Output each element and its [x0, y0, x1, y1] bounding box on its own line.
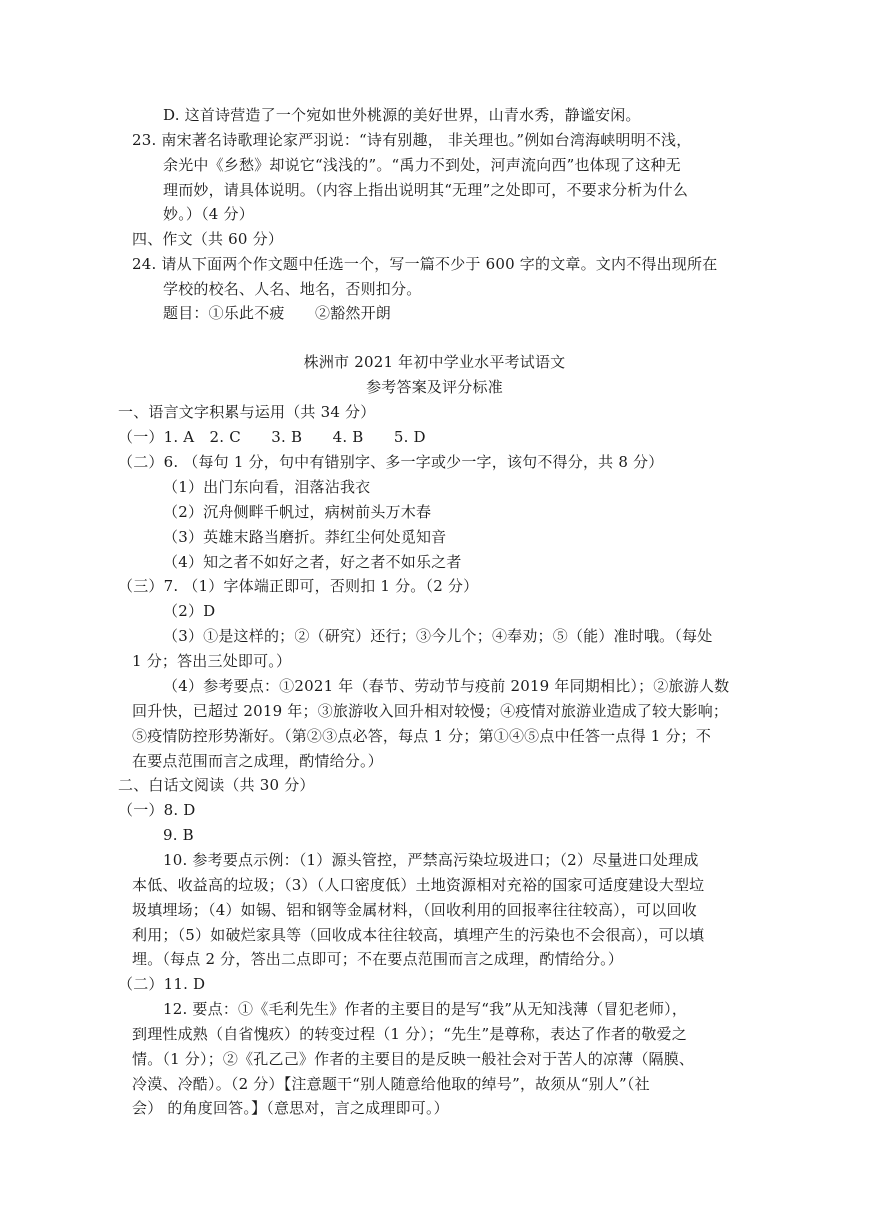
answer-line: 10. 参考要点示例：（1）源头管控，严禁高污染垃圾进口；（2）尽量进口处理成: [163, 851, 699, 869]
q24-line-1: 24. 请从下面两个作文题中任选一个，写一篇不少于 600 字的文章。文内不得出现所在: [132, 255, 718, 273]
answer-line: 9. B: [163, 826, 194, 844]
answer-line: 在要点范围而言之成理，酌情给分。）: [132, 752, 383, 770]
q24-topics: 题目：①乐此不疲 ②豁然开朗: [163, 304, 392, 322]
answer-line: （4）知之者不如好之者，好之者不如乐之者: [163, 553, 462, 571]
answer-line: （4）参考要点：①2021 年（春节、劳动节与疫前 2019 年同期相比）；②旅游人数: [163, 677, 730, 695]
answer-line: （2）D: [163, 602, 216, 620]
answer-key-title: 株洲市 2021 年初中学业水平考试语文: [303, 353, 566, 371]
q24-line-2: 学校的校名、人名、地名，否则扣分。: [163, 280, 422, 298]
answer-line: 会） 的角度回答。】（意思对，言之成理即可。）: [132, 1099, 449, 1117]
answer-line: ⑤疫情防控形势渐好。（第②③点必答，每点 1 分；第①④⑤点中任答一点得 1 分；不: [132, 727, 712, 745]
answer-line: 本低、收益高的垃圾；（3）（人口密度低）土地资源相对充裕的国家可适度建设大型垃: [132, 876, 705, 894]
q23-line-3: 理而妙，请具体说明。（内容上指出说明其“无理”之处即可，不要求分析为什么: [163, 181, 689, 199]
answer-line: 埋。（每点 2 分，答出二点即可；不在要点范围而言之成理，酌情给分。）: [132, 950, 624, 968]
answer-line: （3）英雄末路当磨折。莽红尘何处觅知音: [163, 528, 447, 546]
answer-line: 到理性成熟（自省愧疚）的转变过程（1 分）；“先生”是尊称，表达了作者的敬爱之: [132, 1025, 687, 1043]
section4-heading: 四、作文（共 60 分）: [132, 230, 284, 248]
q23-line-4: 妙。）（4 分）: [163, 205, 254, 223]
answer-line: （一）8. D: [118, 801, 196, 819]
answer-line: （二）11. D: [118, 975, 206, 993]
answer-key-subtitle: 参考答案及评分标准: [366, 378, 503, 396]
answer-line: （1）出门东向看，泪落沾我衣: [163, 478, 371, 496]
section2-heading: 二、白话文阅读（共 30 分）: [118, 776, 315, 794]
answer-line: （三）7. （1）字体端正即可，否则扣 1 分。（2 分）: [118, 577, 479, 595]
answer-line: 1 分；答出三处即可。）: [132, 652, 292, 670]
section1-heading: 一、语言文字积累与运用（共 34 分）: [118, 403, 376, 421]
answer-line: 12. 要点：①《毛利先生》作者的主要目的是写“我”从无知浅薄（冒犯老师），: [163, 1000, 688, 1018]
answer-line: （2）沉舟侧畔千帆过，病树前头万木春: [163, 503, 432, 521]
answer-line: （3）①是这样的；②（研究）还行；③今儿个；④奉劝；⑤（能）准时哦。（每处: [163, 627, 713, 645]
q22-option-d: D. 这首诗营造了一个宛如世外桃源的美好世界，山青水秀，静谧安闲。: [163, 106, 641, 124]
q23-line-1: 23. 南宋著名诗歌理论家严羽说：“诗有别趣， 非关理也。”例如台湾海峡明明不浅，: [132, 131, 692, 149]
q23-line-2: 余光中《乡愁》却说它“浅浅的”。“禹力不到处，河声流向西”也体现了这种无: [163, 156, 681, 174]
answer-line: （一）1. A 2. C 3. B 4. B 5. D: [118, 428, 426, 446]
answer-line: 回升快，已超过 2019 年；③旅游收入回升相对较慢；④疫情对旅游业造成了较大影响；: [132, 702, 729, 720]
answer-line: 利用；（5）如破烂家具等（回收成本往往较高，填埋产生的污染也不会很高），可以填: [132, 926, 705, 944]
answer-line: （二）6. （每句 1 分，句中有错别字、多一字或少一字，该句不得分，共 8 分）: [118, 453, 664, 471]
answer-line: 情。（1 分）；②《孔乙己》作者的主要目的是反映一般社会对于苦人的凉薄（隔膜、: [132, 1050, 695, 1068]
answer-line: 冷漠、冷酷）。（2 分）【注意题干“别人随意给他取的绰号”，故须从“别人”（社: [132, 1075, 650, 1093]
answer-line: 圾填埋场；（4）如锡、铝和钢等金属材料，（回收利用的回报率往往较高），可以回收: [132, 901, 697, 919]
